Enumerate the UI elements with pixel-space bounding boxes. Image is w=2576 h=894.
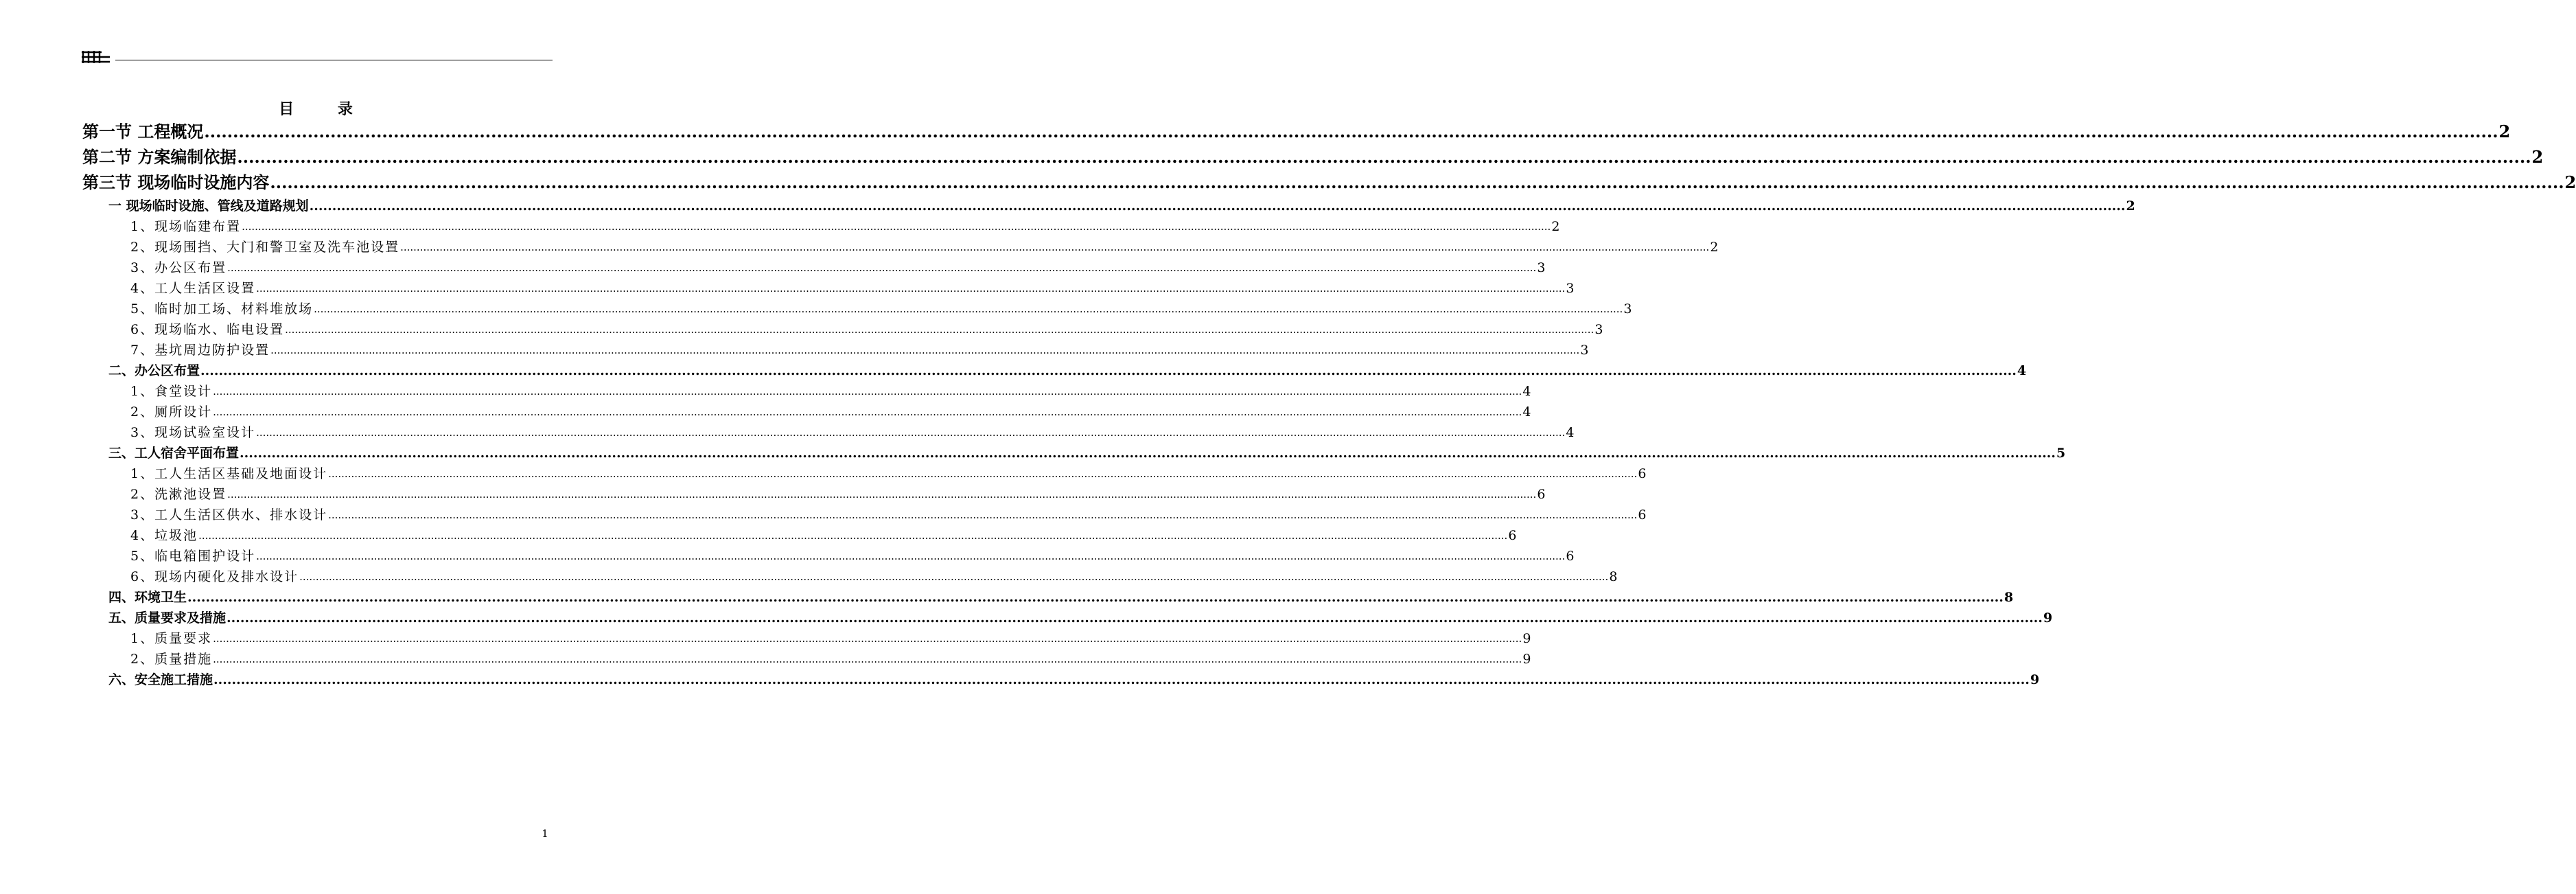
toc-leader-dots: ................................................................................................................................................................................................................................................................................................................................................................................................................ [198, 529, 1508, 542]
toc-entry-page: 9 [1522, 652, 1531, 667]
toc-leader-dots: ................................................................................................................................................................................................................................................................................................................................................................................................................ [400, 241, 1710, 253]
toc-entry-label: 1、食堂设计 [130, 384, 213, 399]
toc-entry[interactable] [130, 629, 1531, 648]
toc-entry-page: 2 [1551, 219, 1560, 234]
toc-entry-page: 9 [2030, 672, 2040, 687]
toc-entry-label: 一 现场临时设施、管线及道路规划 [108, 198, 309, 214]
toc-entry-page: 4 [1522, 384, 1531, 399]
toc-entry[interactable] [108, 670, 2040, 689]
page-number: 1 [542, 827, 548, 840]
toc-entry-label: 2、洗漱池设置 [130, 487, 227, 502]
toc-entry[interactable] [130, 567, 1618, 586]
toc-entry-label: 三、工人宿舍平面布置 [108, 446, 240, 461]
toc-leader-dots: ................................................................................................................................................................................................................................................................................................................................................................................................................ [200, 363, 2017, 378]
toc-entry-label: 第一节 工程概况 [82, 122, 204, 141]
toc-entry-label: 第二节 方案编制依据 [82, 147, 237, 167]
toc-title: 目 录 [279, 100, 372, 118]
toc-entry-page: 6 [1566, 549, 1575, 564]
toc-entry[interactable] [82, 146, 2544, 169]
toc-entry-page: 8 [2004, 590, 2014, 605]
toc-leader-dots: ................................................................................................................................................................................................................................................................................................................................................................................................................ [270, 172, 2564, 192]
toc-leader-dots: ................................................................................................................................................................................................................................................................................................................................................................................................................ [237, 147, 2531, 167]
toc-leader-dots: ................................................................................................................................................................................................................................................................................................................................................................................................................ [213, 406, 1522, 418]
toc-entry-label: 3、办公区布置 [130, 260, 227, 275]
toc-entry[interactable] [130, 299, 1632, 319]
toc-leader-dots: ................................................................................................................................................................................................................................................................................................................................................................................................................ [213, 632, 1522, 645]
toc-entry-page: 2 [2531, 147, 2544, 167]
toc-entry[interactable] [108, 196, 2135, 216]
toc-entry[interactable] [130, 464, 1647, 483]
toc-entry[interactable] [130, 238, 1719, 257]
toc-entry-label: 6、现场临水、临电设置 [130, 322, 285, 337]
toc-entry-page: 3 [1537, 260, 1546, 275]
toc-leader-dots: ................................................................................................................................................................................................................................................................................................................................................................................................................ [242, 220, 1551, 233]
toc-entry-label: 5、临时加工场、材料堆放场 [130, 301, 314, 317]
toc-leader-dots: ................................................................................................................................................................................................................................................................................................................................................................................................................ [227, 262, 1537, 274]
toc-entry[interactable] [130, 341, 1589, 360]
toc-entry-page: 4 [2017, 363, 2027, 378]
toc-entry-label: 2、厕所设计 [130, 404, 213, 420]
toc-entry-label: 六、安全施工措施 [108, 672, 213, 687]
toc-leader-dots: ................................................................................................................................................................................................................................................................................................................................................................................................................ [187, 590, 2004, 605]
toc-entry-page: 3 [1566, 281, 1575, 296]
toc-entry[interactable] [130, 423, 1575, 442]
toc-entry-page: 3 [1580, 343, 1589, 358]
toc-entry-page: 2 [2564, 172, 2576, 192]
toc-entry-label: 五、质量要求及措施 [108, 610, 227, 626]
toc-entry-page: 9 [2043, 610, 2053, 626]
toc-entry-page: 9 [1522, 631, 1531, 646]
toc-entry-label: 6、现场内硬化及排水设计 [130, 569, 299, 584]
toc-entry[interactable] [82, 171, 2576, 194]
toc-entry-label: 2、质量措施 [130, 652, 213, 667]
toc-entry-page: 6 [1537, 487, 1546, 502]
toc-leader-dots: ................................................................................................................................................................................................................................................................................................................................................................................................................ [285, 323, 1594, 336]
toc-entry-page: 2 [2126, 198, 2135, 214]
toc-entry[interactable] [108, 361, 2027, 380]
toc-entry[interactable] [130, 382, 1531, 401]
toc-leader-dots: ................................................................................................................................................................................................................................................................................................................................................................................................................ [256, 550, 1566, 562]
toc-entry-page: 3 [1594, 322, 1603, 337]
toc-entry-label: 4、工人生活区设置 [130, 281, 256, 296]
header-logo [81, 49, 111, 65]
toc-entry-page: 2 [2498, 122, 2511, 141]
toc-leader-dots: ................................................................................................................................................................................................................................................................................................................................................................................................................ [204, 122, 2498, 141]
toc-entry-page: 8 [1609, 569, 1618, 584]
toc-leader-dots: ................................................................................................................................................................................................................................................................................................................................................................................................................ [256, 426, 1566, 439]
toc-entry[interactable] [130, 526, 1517, 545]
toc-entry[interactable] [130, 505, 1647, 525]
toc-entry[interactable] [108, 608, 2053, 628]
toc-entry[interactable] [108, 444, 2066, 463]
toc-entry-page: 6 [1638, 507, 1647, 523]
toc-leader-dots: ................................................................................................................................................................................................................................................................................................................................................................................................................ [213, 672, 2030, 687]
toc-leader-dots: ................................................................................................................................................................................................................................................................................................................................................................................................................ [227, 488, 1537, 501]
toc-leader-dots: ................................................................................................................................................................................................................................................................................................................................................................................................................ [309, 198, 2126, 214]
toc-leader-dots: ................................................................................................................................................................................................................................................................................................................................................................................................................ [328, 468, 1638, 480]
toc-entry-page: 3 [1623, 301, 1632, 317]
toc-entry[interactable] [108, 588, 2014, 607]
toc-entry[interactable] [130, 279, 1575, 298]
toc-entry-label: 4、垃圾池 [130, 528, 198, 543]
toc-entry-page: 6 [1638, 466, 1647, 481]
toc-entry[interactable] [130, 485, 1546, 504]
toc-entry-label: 四、环境卫生 [108, 590, 187, 605]
toc-entry-label: 1、质量要求 [130, 631, 213, 646]
toc-entry-page: 4 [1522, 404, 1531, 420]
toc-entry[interactable] [130, 650, 1531, 669]
toc-entry-label: 第三节 现场临时设施内容 [82, 172, 270, 192]
toc-entry-label: 二、办公区布置 [108, 363, 200, 378]
toc-entry-label: 1、工人生活区基础及地面设计 [130, 466, 328, 481]
toc-entry[interactable] [130, 547, 1575, 566]
toc-leader-dots: ................................................................................................................................................................................................................................................................................................................................................................................................................ [213, 653, 1522, 665]
toc-entry-label: 5、临电箱围护设计 [130, 549, 256, 564]
toc-entry[interactable] [82, 120, 2511, 144]
toc-entry-page: 2 [1710, 240, 1719, 255]
toc-entry-label: 2、现场围挡、大门和警卫室及洗车池设置 [130, 240, 400, 255]
toc-entry-label: 1、现场临建布置 [130, 219, 242, 234]
toc-entry-page: 5 [2056, 446, 2066, 461]
toc-leader-dots: ................................................................................................................................................................................................................................................................................................................................................................................................................ [328, 509, 1638, 521]
toc-leader-dots: ................................................................................................................................................................................................................................................................................................................................................................................................................ [227, 610, 2043, 626]
toc-leader-dots: ................................................................................................................................................................................................................................................................................................................................................................................................................ [299, 571, 1609, 583]
toc-entry[interactable] [130, 258, 1546, 277]
toc-entry-page: 4 [1566, 425, 1575, 440]
toc-leader-dots: ................................................................................................................................................................................................................................................................................................................................................................................................................ [314, 303, 1623, 315]
toc-leader-dots: ................................................................................................................................................................................................................................................................................................................................................................................................................ [213, 385, 1522, 398]
toc-entry-label: 7、基坑周边防护设置 [130, 343, 270, 358]
toc-entry-label: 3、现场试验室设计 [130, 425, 256, 440]
toc-entry[interactable] [130, 402, 1531, 422]
toc-leader-dots: ................................................................................................................................................................................................................................................................................................................................................................................................................ [256, 282, 1566, 295]
toc-entry-page: 6 [1508, 528, 1517, 543]
toc-leader-dots: ................................................................................................................................................................................................................................................................................................................................................................................................................ [270, 344, 1580, 356]
toc-leader-dots: ................................................................................................................................................................................................................................................................................................................................................................................................................ [240, 446, 2056, 461]
toc-entry-label: 3、工人生活区供水、排水设计 [130, 507, 328, 523]
toc-entry[interactable] [130, 217, 1560, 236]
toc-entry[interactable] [130, 320, 1603, 339]
